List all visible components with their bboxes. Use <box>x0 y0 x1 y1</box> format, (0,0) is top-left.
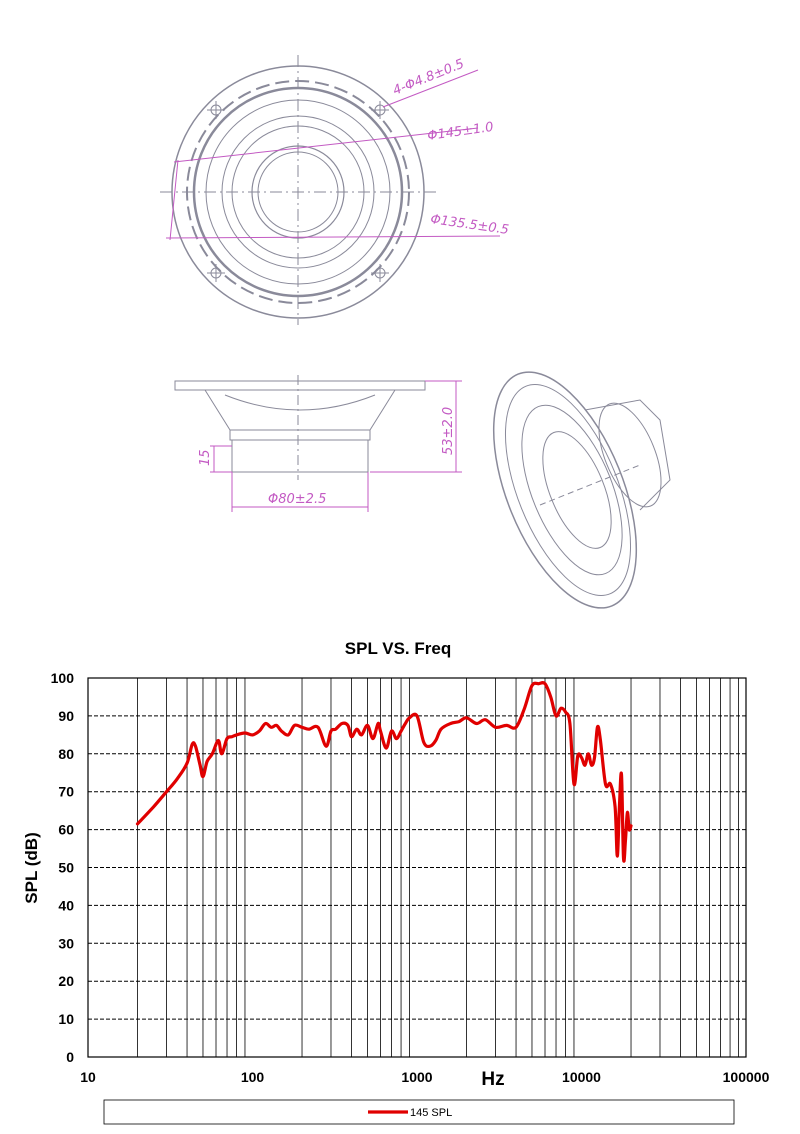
y-tick-label: 40 <box>58 897 74 914</box>
y-tick-label: 30 <box>58 935 74 952</box>
dimension-inner-diameter: Φ135.5±0.5 <box>429 212 510 238</box>
x-tick-label: 10 <box>80 1069 96 1085</box>
chart-title: SPL VS. Freq <box>344 639 452 658</box>
spl-frequency-chart <box>0 625 800 1134</box>
dimension-outer-diameter: Φ145±1.0 <box>426 119 495 144</box>
y-tick-label: 0 <box>66 1049 74 1065</box>
side-view-drawing <box>175 375 462 512</box>
perspective-view-drawing <box>464 352 673 625</box>
y-tick-label: 70 <box>58 783 74 800</box>
y-tick-label: 90 <box>58 707 74 724</box>
y-axis <box>51 670 75 1065</box>
y-tick-label: 10 <box>58 1011 74 1028</box>
legend-label-145-spl: 145 SPL <box>410 1107 453 1119</box>
y-tick-label: 50 <box>58 859 74 876</box>
x-tick-label: 100000 <box>722 1069 770 1085</box>
x-axis-label: Hz <box>481 1069 505 1090</box>
x-tick-label: 100 <box>240 1069 265 1085</box>
y-tick-label: 60 <box>58 821 74 838</box>
dimension-magnet-height: 15 <box>198 449 213 466</box>
y-axis-label: SPL (dB) <box>22 832 41 904</box>
x-axis <box>80 1069 769 1085</box>
dimension-holes: 4-Φ4.8±0.5 <box>390 56 467 99</box>
y-tick-label: 80 <box>58 745 74 762</box>
chart-grid <box>88 678 746 1057</box>
front-view-drawing <box>160 55 510 325</box>
series-line-145-spl <box>138 683 632 862</box>
dimension-magnet-diameter: Φ80±2.5 <box>268 492 327 507</box>
x-tick-label: 1000 <box>401 1069 433 1085</box>
y-tick-label: 20 <box>58 973 74 990</box>
x-tick-label: 10000 <box>562 1069 601 1085</box>
dimension-height: 53±2.0 <box>441 406 456 455</box>
y-tick-label: 100 <box>50 670 74 686</box>
